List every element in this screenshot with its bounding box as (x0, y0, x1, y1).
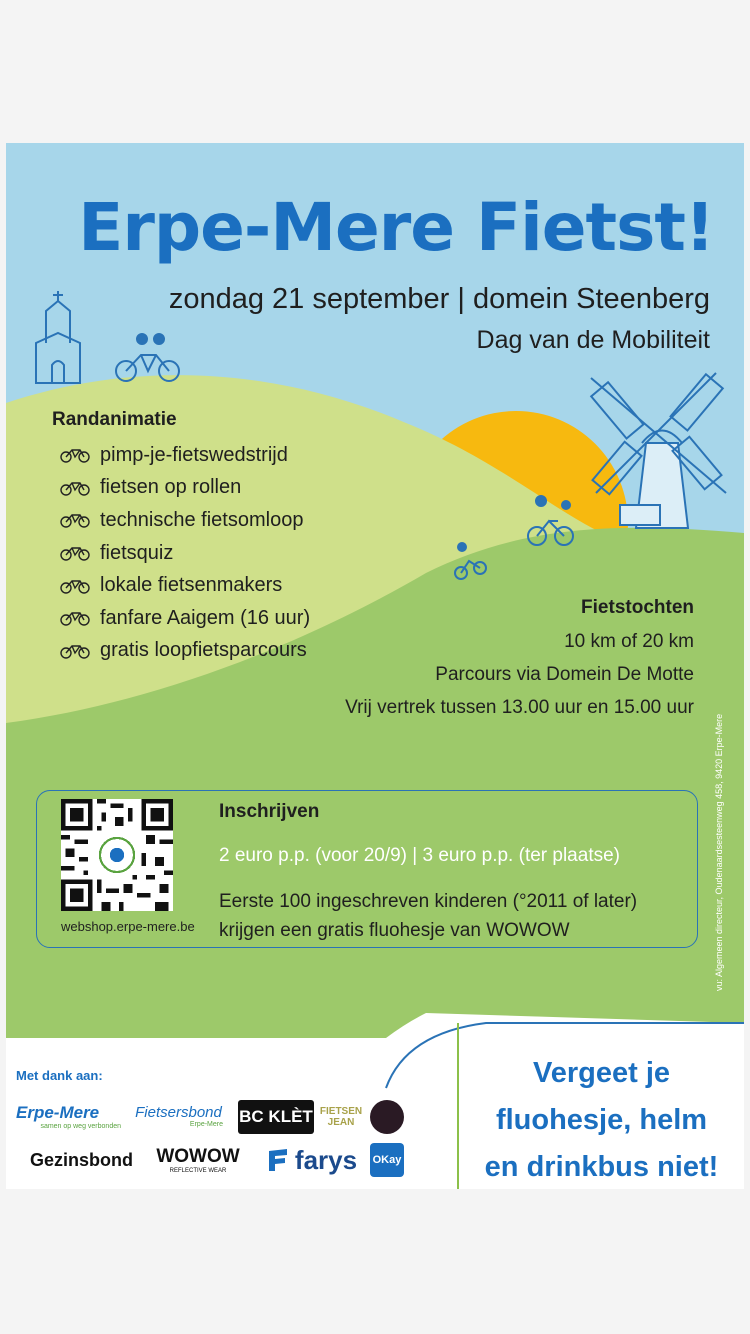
sponsor-logo-farys: farys (260, 1143, 364, 1177)
list-item: fietsquiz (60, 537, 310, 570)
bicycle-icon (60, 480, 90, 496)
poster (6, 143, 744, 1189)
bicycle-icon (60, 447, 90, 463)
bicycle-icon (60, 545, 90, 561)
sponsor-logo-gezinsbond: Gezinsbond (30, 1149, 133, 1170)
poster-title: Erpe-Mere Fietst! (78, 189, 714, 266)
fietstochten-start: Vrij vertrek tussen 13.00 uur en 15.00 uur (345, 697, 694, 718)
sponsor-logo-fietsen-jean: FIETSEN JEAN (319, 1106, 363, 1128)
list-item: lokale fietsenmakers (60, 569, 310, 602)
sponsor-logo-bc-klet: BC KLÈT (238, 1100, 314, 1134)
inschrijven-kids: Eerste 100 ingeschreven kinderen (°2011 of later) krijgen een gratis fluohesje van WOWOW (219, 891, 638, 941)
randanimatie-heading: Randanimatie (52, 409, 177, 430)
event-theme: Dag van de Mobiliteit (476, 326, 710, 354)
bicycle-icon (60, 512, 90, 528)
sponsor-logo-round-badge (370, 1100, 404, 1134)
qr-code[interactable] (61, 799, 173, 911)
publisher-notice: vu: Algemeen directeur, Oudenaardsesteenweg 458, 9420 Erpe-Mere (714, 713, 724, 991)
list-item: pimp-je-fietswedstrijd (60, 439, 310, 472)
farys-mark-icon (267, 1147, 289, 1173)
bicycle-icon (60, 610, 90, 626)
list-item: fietsen op rollen (60, 472, 310, 505)
list-item: technische fietsomloop (60, 504, 310, 537)
inschrijven-price: 2 euro p.p. (voor 20/9) | 3 euro p.p. (ter plaatse) (219, 845, 620, 866)
reminder-message: Vergeet je fluohesje, helm en drinkbus niet! (484, 1057, 719, 1183)
registration-box (36, 790, 698, 948)
list-item: fanfare Aaigem (16 uur) (60, 602, 310, 635)
thanks-heading: Met dank aan: (16, 1068, 103, 1083)
list-item: gratis loopfietsparcours (60, 635, 310, 668)
fietstochten-block (345, 597, 694, 724)
sponsor-logo-erpe-mere: Erpe-Mere samen op weg verbonden (16, 1102, 121, 1130)
webshop-link[interactable]: webshop.erpe-mere.be (61, 919, 195, 934)
fietstochten-heading: Fietstochten (581, 597, 694, 618)
bicycle-icon (60, 578, 90, 594)
inschrijven-heading: Inschrijven (219, 801, 320, 822)
sponsor-logo-okay: OKay (370, 1143, 404, 1177)
randanimatie-list (60, 439, 310, 667)
sponsor-logo-fietsersbond: Fietsersbond Erpe-Mere (135, 1104, 223, 1128)
sponsor-logo-wowow: WOWOW REFLECTIVE WEAR (156, 1146, 240, 1174)
event-date-location: zondag 21 september | domein Steenberg (168, 283, 710, 315)
fietstochten-route: Parcours via Domein De Motte (435, 664, 694, 685)
fietstochten-distance: 10 km of 20 km (564, 631, 694, 652)
bicycle-icon (60, 643, 90, 659)
